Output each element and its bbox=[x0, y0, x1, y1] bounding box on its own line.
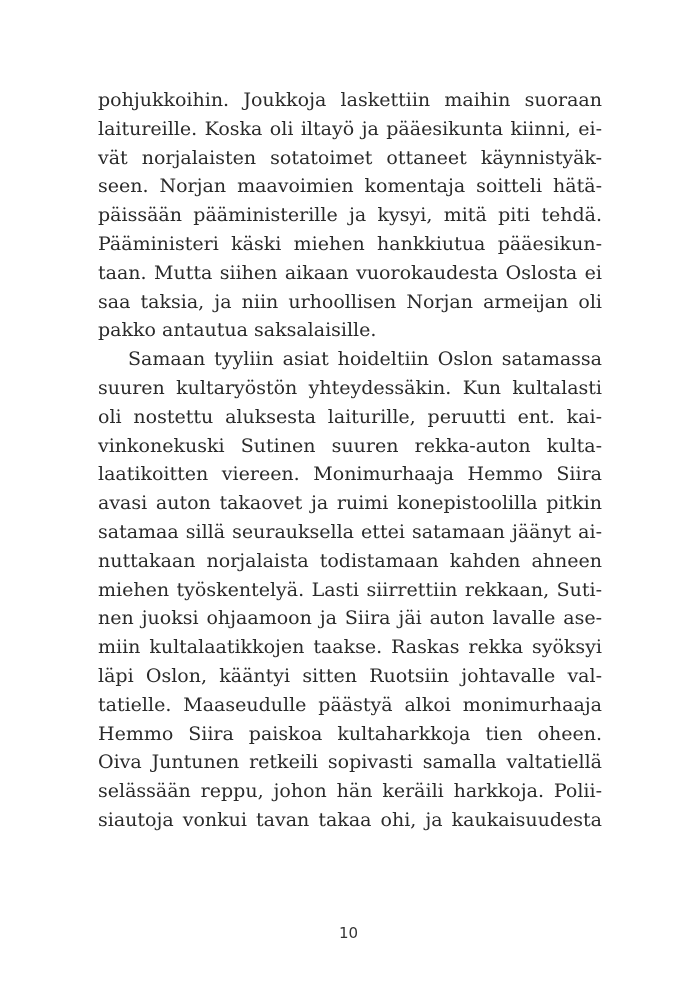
text-line: taan. Mutta siihen aikaan vuorokaudesta Oslosta ei bbox=[98, 261, 602, 284]
text-line: Oiva Juntunen retkeili sopivasti samalla valtatiellä bbox=[98, 751, 602, 774]
text-line: avasi auton takaovet ja ruimi konepistoolilla pitkin bbox=[98, 492, 602, 515]
text-line: tatielle. Maaseudulle päästyä alkoi monimurhaaja bbox=[98, 693, 602, 716]
text-line: vinkonekuski Sutinen suuren rekka-auton kulta- bbox=[98, 434, 602, 457]
text-line: Pääministeri käski miehen hankkiutua pääesikun- bbox=[98, 232, 602, 255]
text-line: siautoja vonkui tavan takaa ohi, ja kaukaisuudesta bbox=[98, 808, 602, 831]
text-line: Samaan tyyliin asiat hoideltiin Oslon satamassa bbox=[128, 348, 602, 371]
text-line: suuren kultaryöstön yhteydessäkin. Kun kultalasti bbox=[98, 376, 602, 399]
text-line: laatikoitten viereen. Monimurhaaja Hemmo Siira bbox=[98, 463, 602, 486]
text-line: päissään pääministerille ja kysyi, mitä piti tehdä. bbox=[98, 204, 602, 227]
text-line: nuttakaan norjalaista todistamaan kahden ahneen bbox=[98, 549, 602, 572]
text-line: Hemmo Siira paiskoa kultaharkkoja tien oheen. bbox=[98, 722, 602, 745]
text-line: miehen työskentelyä. Lasti siirrettiin rekkaan, Suti- bbox=[98, 578, 602, 601]
text-line: oli nostettu aluksesta laiturille, peruutti ent. kai- bbox=[98, 405, 602, 428]
text-line: pohjukkoihin. Joukkoja laskettiin maihin suoraan bbox=[98, 89, 602, 111]
text-line: miin kultalaatikkojen taakse. Raskas rekka syöksyi bbox=[98, 636, 602, 659]
page-number: 10 bbox=[338, 924, 359, 942]
text-line: satamaa sillä seurauksella ettei satamaan jäänyt ai- bbox=[98, 520, 602, 543]
text-line: selässään reppu, johon hän keräili harkkoja. Polii- bbox=[98, 780, 602, 803]
text-line: pakko antautua saksalaisille. bbox=[98, 319, 377, 342]
body-text bbox=[98, 86, 602, 835]
text-line: vät norjalaisten sotatoimet ottaneet käynnistyäk- bbox=[98, 146, 602, 169]
text-line: läpi Oslon, kääntyi sitten Ruotsiin johtavalle val- bbox=[98, 664, 602, 687]
text-line: saa taksia, ja niin urhoollisen Norjan armeijan oli bbox=[98, 290, 602, 313]
text-line: nen juoksi ohjaamoon ja Siira jäi auton lavalle ase- bbox=[98, 607, 602, 630]
text-line: laitureille. Koska oli iltayö ja pääesikunta kiinni, ei- bbox=[98, 117, 602, 140]
text-line: seen. Norjan maavoimien komentaja soitteli hätä- bbox=[98, 175, 602, 198]
